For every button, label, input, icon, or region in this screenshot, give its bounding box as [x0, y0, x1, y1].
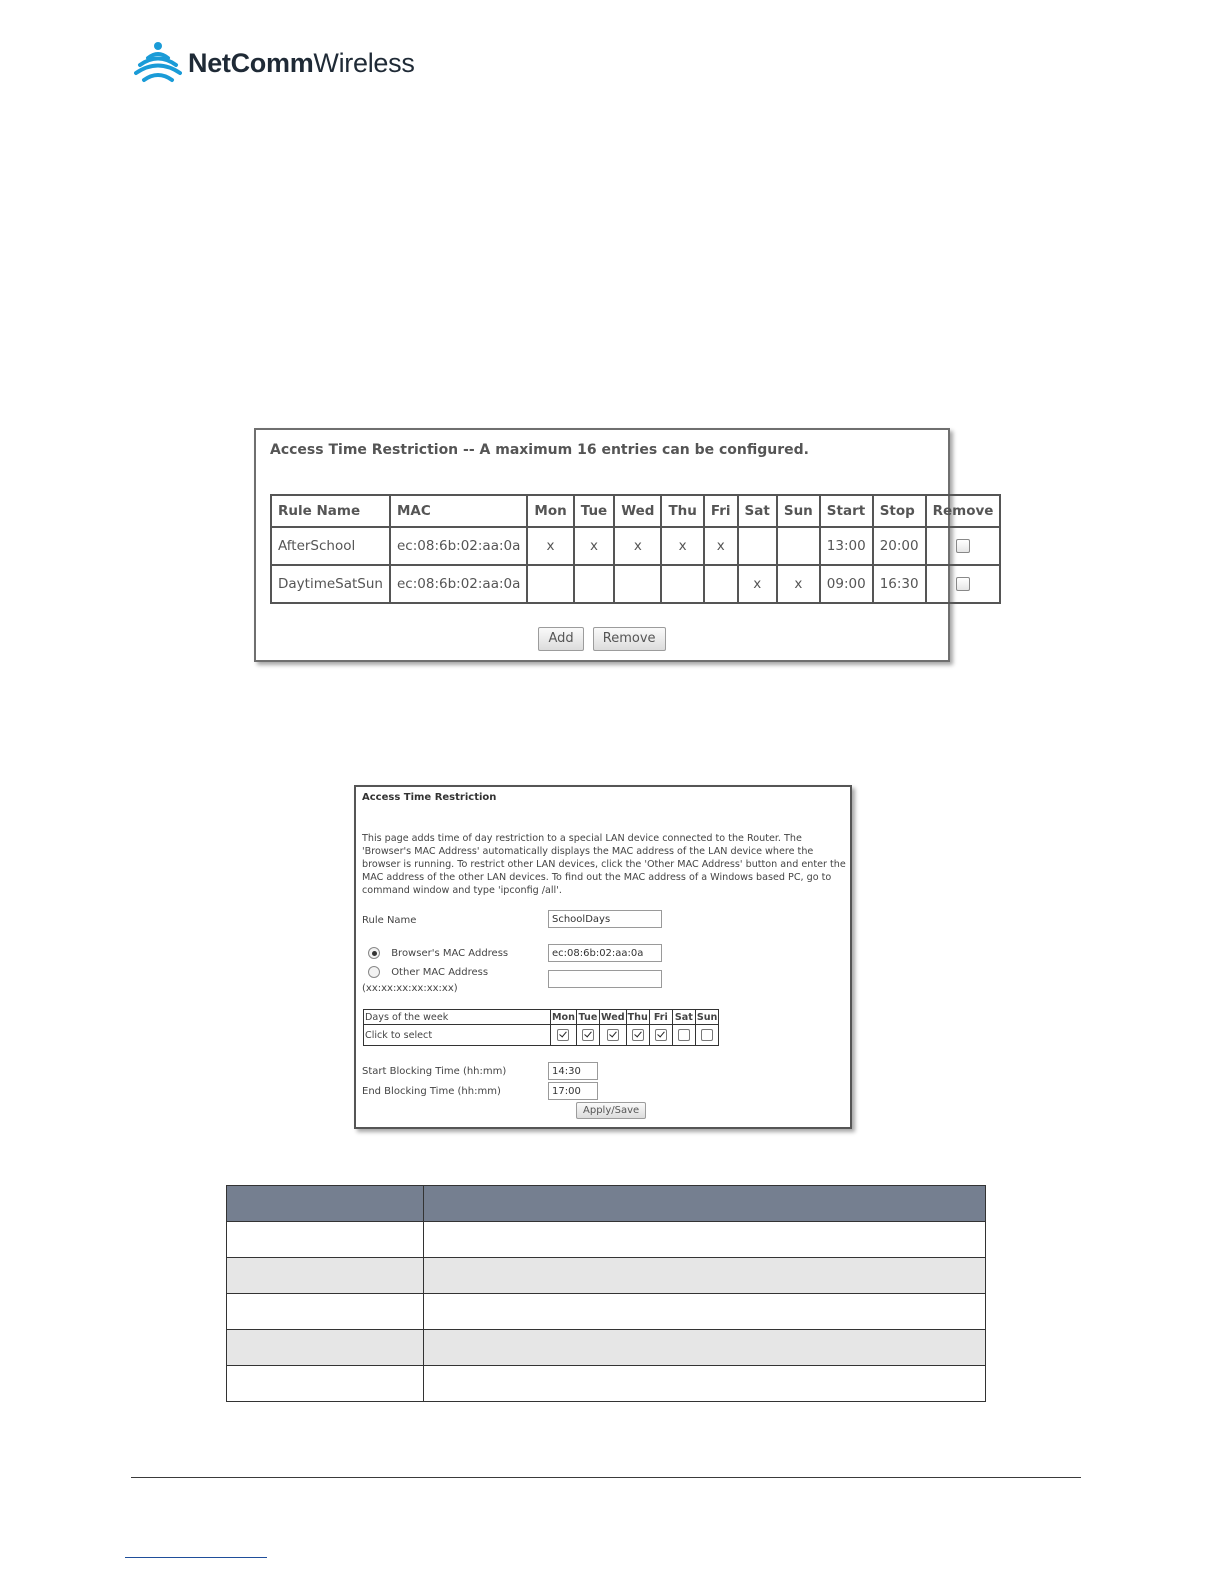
day-checkbox-mon[interactable] — [557, 1029, 569, 1041]
table-cell — [227, 1222, 424, 1258]
day-cell — [649, 1025, 672, 1046]
days-of-week-table — [363, 1009, 719, 1046]
other-mac-radio-group — [368, 966, 488, 978]
day-checkbox-sat[interactable] — [678, 1029, 690, 1041]
day-cell — [551, 1025, 577, 1046]
day-cell — [599, 1025, 626, 1046]
col-mon: Mon — [527, 495, 573, 527]
day-header-sun: Sun — [696, 1011, 718, 1023]
table-cell — [227, 1258, 424, 1294]
day-cell — [695, 1025, 719, 1046]
col-rule-name: Rule Name — [271, 495, 390, 527]
end-time-input[interactable]: 17:00 — [548, 1082, 598, 1100]
tue-cell — [574, 565, 615, 603]
remove-cell — [926, 527, 1001, 565]
access-time-restriction-list-screenshot — [254, 428, 994, 662]
rules-header-row — [271, 495, 1000, 527]
sun-cell — [777, 527, 820, 565]
rule-name-cell: AfterSchool — [271, 527, 390, 565]
stop-cell: 16:30 — [873, 565, 926, 603]
mac-cell: ec:08:6b:02:aa:0a — [390, 527, 527, 565]
day-checkbox-sun[interactable] — [701, 1029, 713, 1041]
sat-cell — [738, 527, 777, 565]
table-row — [227, 1330, 986, 1366]
col-tue: Tue — [574, 495, 615, 527]
day-header-sat: Sat — [672, 1010, 695, 1025]
rules-table — [270, 494, 1001, 604]
browser-mac-input[interactable]: ec:08:6b:02:aa:0a — [548, 944, 662, 962]
form-title: Access Time Restriction — [362, 792, 497, 803]
footer-link-underline[interactable] — [125, 1557, 267, 1558]
days-row-label: Click to select — [364, 1025, 551, 1046]
mac-cell: ec:08:6b:02:aa:0a — [390, 565, 527, 603]
thu-cell — [661, 565, 703, 603]
table-row — [227, 1294, 986, 1330]
rule-name-input[interactable]: SchoolDays — [548, 910, 662, 928]
col-fri: Fri — [704, 495, 738, 527]
day-checkbox-thu[interactable] — [632, 1029, 644, 1041]
other-mac-input[interactable] — [548, 970, 662, 988]
days-select-row — [364, 1025, 719, 1046]
logo-wordmark: NetCommWireless — [188, 47, 415, 78]
col-start: Start — [820, 495, 873, 527]
wireless-signal-icon — [134, 40, 182, 86]
day-header-tue: Tue — [576, 1010, 599, 1025]
field-table-header-cell — [424, 1186, 986, 1222]
col-stop: Stop — [873, 495, 926, 527]
end-time-label: End Blocking Time (hh:mm) — [362, 1086, 501, 1097]
stop-cell: 20:00 — [873, 527, 926, 565]
day-checkbox-tue[interactable] — [582, 1029, 594, 1041]
wed-cell: x — [614, 527, 661, 565]
other-mac-format-hint: (xx:xx:xx:xx:xx:xx) — [362, 983, 458, 994]
start-time-label: Start Blocking Time (hh:mm) — [362, 1066, 507, 1077]
list-button-row — [256, 627, 948, 651]
col-sun: Sun — [777, 495, 820, 527]
mon-cell — [527, 565, 573, 603]
table-cell — [227, 1294, 424, 1330]
tue-cell: x — [574, 527, 615, 565]
apply-save-button[interactable]: Apply/Save — [576, 1102, 646, 1119]
days-header-label: Days of the week — [364, 1010, 551, 1025]
remove-cell — [926, 565, 1001, 603]
day-cell — [626, 1025, 649, 1046]
days-header-row — [364, 1010, 719, 1025]
netcomm-logo — [134, 40, 415, 86]
table-cell — [424, 1366, 986, 1402]
remove-button[interactable]: Remove — [593, 627, 666, 651]
rule-name-label: Rule Name — [362, 915, 417, 926]
table-cell — [424, 1222, 986, 1258]
apply-button-wrap — [574, 1102, 648, 1119]
start-time-input[interactable]: 14:30 — [548, 1062, 598, 1080]
table-cell — [424, 1330, 986, 1366]
mon-cell: x — [527, 527, 573, 565]
footer-divider — [131, 1477, 1081, 1478]
form-description: This page adds time of day restriction to a special LAN device connected to the Router. The 'Browser's MAC Address' automatically displays the MAC address of the LAN device where the browser is running. To restrict other LAN devices, click the 'Other MAC Address' button and enter the MAC address of the other LAN devices. To find out the MAC address of a Windows based PC, go to command window and type 'ipconfig /all'. — [362, 833, 846, 896]
table-cell — [227, 1366, 424, 1402]
other-mac-radio[interactable] — [368, 966, 380, 978]
list-title: Access Time Restriction -- A maximum 16 entries can be configured. — [270, 442, 809, 458]
sun-cell: x — [777, 565, 820, 603]
start-cell: 13:00 — [820, 527, 873, 565]
sat-cell: x — [738, 565, 777, 603]
fri-cell: x — [704, 527, 738, 565]
col-wed: Wed — [614, 495, 661, 527]
remove-checkbox[interactable] — [956, 577, 970, 591]
table-cell — [424, 1294, 986, 1330]
field-table-header-cell — [227, 1186, 424, 1222]
browser-mac-radio-group — [368, 947, 508, 959]
table-row — [271, 527, 1000, 565]
day-checkbox-wed[interactable] — [607, 1029, 619, 1041]
other-mac-label: Other MAC Address — [391, 967, 489, 978]
table-row — [227, 1258, 986, 1294]
col-thu: Thu — [661, 495, 703, 527]
day-cell — [672, 1025, 695, 1046]
day-checkbox-fri[interactable] — [655, 1029, 667, 1041]
table-cell — [227, 1330, 424, 1366]
wed-cell — [614, 565, 661, 603]
remove-checkbox[interactable] — [956, 539, 970, 553]
add-button[interactable]: Add — [538, 627, 583, 651]
col-remove: Remove — [926, 495, 1001, 527]
field-table-header-row — [227, 1186, 986, 1222]
day-header-thu: Thu — [627, 1011, 648, 1023]
fri-cell — [704, 565, 738, 603]
day-header-fri: Fri — [649, 1010, 672, 1025]
table-cell — [424, 1258, 986, 1294]
table-row — [227, 1222, 986, 1258]
col-sat: Sat — [738, 495, 777, 527]
table-row — [271, 565, 1000, 603]
browser-mac-radio[interactable] — [368, 947, 380, 959]
rule-name-cell: DaytimeSatSun — [271, 565, 390, 603]
day-header-mon: Mon — [552, 1011, 575, 1023]
day-header-wed: Wed — [600, 1011, 625, 1023]
field-description-table — [226, 1185, 986, 1402]
access-time-restriction-form-screenshot — [354, 785, 852, 1129]
start-cell: 09:00 — [820, 565, 873, 603]
table-row — [227, 1366, 986, 1402]
browser-mac-label: Browser's MAC Address — [391, 948, 509, 959]
col-mac: MAC — [390, 495, 527, 527]
thu-cell: x — [661, 527, 703, 565]
day-cell — [576, 1025, 599, 1046]
